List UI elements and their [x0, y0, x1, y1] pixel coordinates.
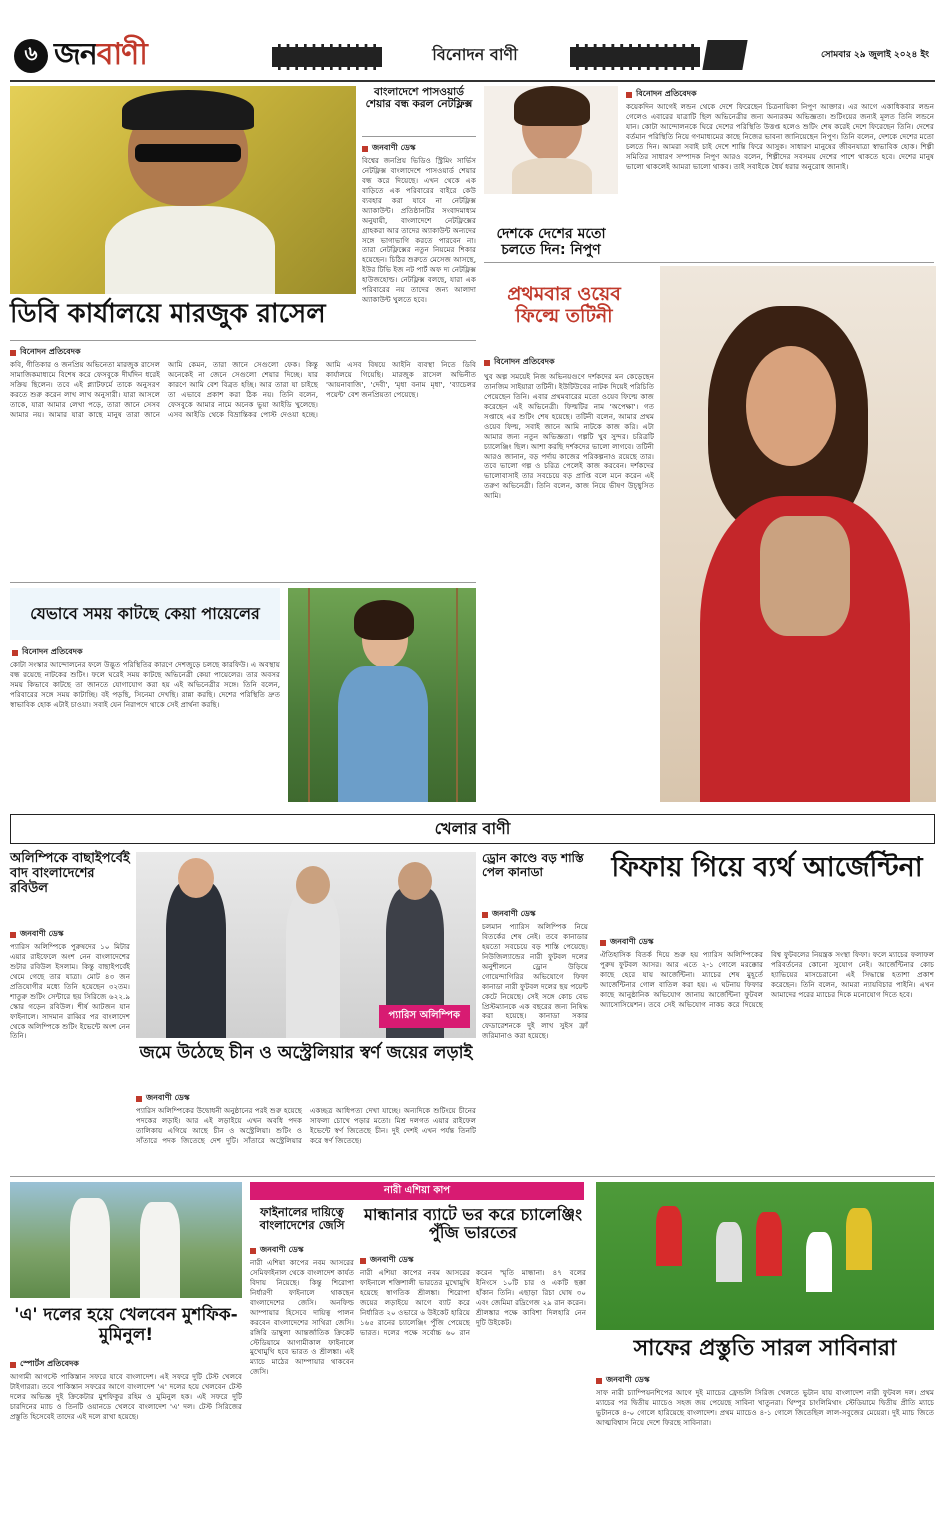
section-title: বিনোদন বাণী [432, 45, 518, 64]
password-byline: জনবাণী ডেস্ক [362, 142, 416, 155]
mushfiq-headline: 'এ' দলের হয়ে খেলবেন মুশফিক-মুমিনুল! [14, 1305, 238, 1345]
totini-headline: প্রথমবার ওয়েব ফিল্মে তটিনী [507, 283, 621, 327]
shooting-photo [136, 852, 476, 1038]
password-article [362, 86, 476, 378]
rasel-body: কবি, গীতিকার ও জনপ্রিয় অভিনেতা মারজুক রাসেল সামাজিকমাধ্যমে বিশেষ করে ফেসবুকে দীর্ঘদিন ধরেই সক্রিয় ছিলেন। তবে এই প্ল্যাটফর্মে তাকে অনুসরণ করতে শুরু করেন লাখ লাখ অনুসারী। যারা আসলে তাকে, যারা আমার লেখা পড়ে, তারা জানে সেসব আমার নয়। আমার যারা কাছে মানুষ তারা জানে আমি কেমন, তারা জানে সেগুলো ফেক। কিন্তু অনেকেই না জেনে সেগুলো শেয়ার দিচ্ছে। যার কারণে আমি বেশ বিব্রত হচ্ছি। আর তারা যা চাইছে তা এভাবে প্রকাশ করা ঠিক নয়। তিনি বলেন, ফেসবুকে আমার নামে অনেক ভুয়া আইডি খুলেছে। এসব আইডি থেকে বিভ্রান্তিকর পোস্ট দেওয়া হচ্ছে। আমি এসব বিষয়ে আইনি ব্যবস্থা নিতে ডিবি কার্যালয়ে গিয়েছি। মারজুক রাসেল অভিনীত 'আয়নাবাজি', 'দেবী', 'মৃধা বনাম মৃধা', 'ব্যাচেলর পয়েন্ট' বেশ জনপ্রিয়তা পেয়েছে। [10, 360, 476, 419]
saff-photo [596, 1182, 934, 1330]
saff-headline: সাফের প্রস্তুতি সারল সাবিনারা [633, 1336, 897, 1361]
mandhana-byline: জনবাণী ডেস্ক [360, 1254, 414, 1267]
mushfiq-body: আগামী আগস্টে পাকিস্তান সফরে যাবে বাংলাদেশ। এই সফরে দুটি টেস্ট খেলবে টাইগাররা। তবে পাকিস্তান সফরের আগে বাংলাদেশ 'এ' দলের হয়ে খেলবেন টেস্ট দলের অভিজ্ঞ দুই ক্রিকেটার মুশফিকুর রহিম ও মুমিনুল হক। এই সফরে দুটি চারদিনের ম্যাচ ও তিনটি ওয়ানডে খেলবে বাংলাদেশ 'এ' দল। টেস্ট সিরিজের প্রস্তুতি হিসেবেই তাদের এই দলে রাখা হয়েছে। [10, 1372, 242, 1421]
argentina-body: ঐতিহাসিক বিতর্ক দিয়ে শুরু হয় প্যারিস অলিম্পিকের পুরুষ ফুটবল আসর। আর এতে ২-১ গোলে মরক্কোর কাছে হেরে যায় আর্জেন্টিনা। ম্যাচের শেষ মুহূর্তে আর্জেন্টিনার গোল বাতিল করা হয়। এ ঘটনায় ফিফার কাছে আনুষ্ঠানিক অভিযোগ জানায় আর্জেন্টিনা ফুটবল অ্যাসোসিয়েশন। তবে সেই অভিযোগ নাকচ করে দিয়েছে বিশ্ব ফুটবলের নিয়ন্ত্রক সংস্থা ফিফা। ফলে ম্যাচের ফলাফল পরিবর্তনের কোনো সুযোগ নেই। আর্জেন্টিনার কোচ হ্যাভিয়ের মাসচেরানো এই সিদ্ধান্তে হতাশা প্রকাশ করেছেন। তিনি বলেন, আমরা ন্যায়বিচার পাইনি। এখন আমাদের পরের ম্যাচের দিকে মনোযোগ দিতে হবে। [600, 950, 934, 1009]
page-number: ৬ [14, 39, 48, 73]
argentina-headline: ফিফায় গিয়ে ব্যর্থ আর্জেন্টিনা [611, 852, 923, 883]
logo [14, 30, 147, 81]
password-headline: বাংলাদেশে পাসওয়ার্ড শেয়ার বন্ধ করল নেটফ্লিক্স [365, 86, 473, 111]
nipun-headline: দেশকে দেশের মতো চলতে দিন: নিপুণ [496, 226, 606, 259]
asia-cup-tag: নারী এশিয়া কাপ [250, 1182, 584, 1200]
film-strip-right-icon [570, 44, 700, 70]
issue-date: সোমবার ২৯ জুলাই ২০২৪ ইং [821, 50, 929, 60]
ent-divider-1 [484, 262, 934, 263]
rabiul-headline: অলিম্পিকে বাছাইপর্বেই বাদ বাংলাদেশের রবিউল [10, 851, 130, 896]
shooting-byline: জনবাণী ডেস্ক [136, 1092, 190, 1105]
jersey-body: নারী এশিয়া কাপের নবম আসরের সেমিফাইনাল থেকে বাংলাদেশ কার্যত বিদায় নিয়েছে। কিন্তু শিরোপা নির্ধারণী ফাইনালে থাকছেন বাংলাদেশের জেসি। অনফিল্ড আম্পায়ার হিসেবে দায়িত্ব পালন করবেন বাংলাদেশের সাথিরা জেসি। রঙ্গিরি ডাম্বুলা আন্তর্জাতিক ক্রিকেট স্টেডিয়ামে আগামীকাল ফাইনালে মুখোমুখি হবে ভারত ও শ্রীলঙ্কা। এই ম্যাচে মাঠের আম্পায়ার থাকবেন জেসি। [250, 1258, 354, 1377]
totini-byline: বিনোদন প্রতিবেদক [484, 356, 555, 369]
argentina-byline: জনবাণী ডেস্ক [600, 936, 654, 949]
keya-photo [288, 588, 476, 802]
shooting-headline: জমে উঠেছে চীন ও অস্ট্রেলিয়ার স্বর্ণ জয়ের লড়াই [139, 1043, 473, 1063]
drone-headline: ড্রোন কাণ্ডে বড় শাস্তি পেল কানাডা [482, 851, 584, 879]
jersey-byline: জনবাণী ডেস্ক [250, 1244, 304, 1257]
rabiul-byline: জনবাণী ডেস্ক [10, 928, 64, 941]
rasel-byline: বিনোদন প্রতিবেদক [10, 346, 81, 359]
totini-body: খুব অল্প সময়েই নিজ অভিনয়গুণে দর্শকদের মন কেড়েছেন তানজিম সাইয়ারা তটিনী। ইউটিউবের নাটক দিয়েই পরিচিতি পেয়েছেন তিনি। এবার প্রথমবারের মতো ওয়েব ফিল্মে কাজ করেছেন এই অভিনেত্রী। ফিল্মটির নাম 'অপেক্ষা'। গত সপ্তাহে এর শুটিং শেষ হয়েছে। তটিনী বলেন, আমার প্রথম ওয়েব ফিল্ম, সবাই জানে আমি নাটকে কাজ করি। এটা আমার জন্য নতুন অভিজ্ঞতা। গল্পটি খুব সুন্দর। চরিত্রটি চ্যালেঞ্জিং ছিল। আশা করছি দর্শকদের ভালো লাগবে। তটিনী আরও জানান, বড় পর্দায় কাজের পরিকল্পনাও রয়েছে তার। তবে ভালো গল্প ও চরিত্র পেলেই কাজ করবেন। দর্শকদের ভালোবাসাই তার সবচেয়ে বড় প্রাপ্তি বলে মনে করেন এই তরুণ অভিনেত্রী। তিনি বলেন, কাজ নিয়ে ভীষণ উচ্ছ্বসিত আমি। [484, 372, 654, 501]
nipun-byline: বিনোদন প্রতিবেদক [626, 88, 697, 101]
masthead [10, 12, 935, 82]
nipun-photo [484, 86, 618, 194]
masthead-rule [10, 80, 935, 82]
drone-body: চলমান প্যারিস অলিম্পিক নিয়ে বিতর্কের শেষ নেই। তবে কানাডার হয়তো সবচেয়ে বড় শাস্তি পেয়েছে। নিউজিল্যান্ডের নারী ফুটবল দলের অনুশীলনে ড্রোন উড়িয়ে গোয়েন্দাগিরির অভিযোগে ফিফা কানাডা নারী ফুটবল দলের ছয় পয়েন্ট কেটে নিয়েছে। সেই সঙ্গে কোচ বেভ প্রিস্টম্যানকে এক বছরের জন্য নিষিদ্ধ করা হয়েছে। কানাডা সকার ফেডারেশনকে দুই লাখ সুইস ফ্রাঁ জরিমানাও করা হয়েছে। [482, 922, 588, 1041]
drone-byline: জনবাণী ডেস্ক [482, 908, 536, 921]
mandhana-body: নারী এশিয়া কাপের নবম আসরের ফাইনালে শক্তিশালী ভারতের মুখোমুখি হয়েছে স্বাগতিক শ্রীলঙ্কা। শিরোপা জয়ের লড়াইয়ে আগে ব্যাট করে নির্ধারিত ২০ ওভারে ৬ উইকেট হারিয়ে ১৬৫ রানের চ্যালেঞ্জিং পুঁজি পেয়েছে ভারত। দলের পক্ষে সর্বোচ্চ ৬০ রান করেন স্মৃতি মান্ধানা। ৪৭ বলের ইনিংসে ১০টি চার ও একটি ছক্কা হাঁকান তিনি। এছাড়া রিচা ঘোষ ৩০ এবং জেমিমা রদ্রিগেজ ২৯ রান করেন। শ্রীলঙ্কার পক্ষে কাবিশা দিলহারি নেন দুটি উইকেট। [360, 1268, 586, 1337]
mandhana-headline: মান্ধানার ব্যাটে ভর করে চ্যালেঞ্জিং পুঁজি ভারতের [364, 1205, 582, 1243]
mushfiq-photo [10, 1182, 242, 1298]
totini-photo [660, 266, 936, 802]
rasel-photo [10, 86, 356, 294]
sports-band-title: খেলার বাণী [434, 818, 511, 838]
photo-tag: প্যারিস অলিম্পিক [379, 1005, 470, 1028]
logo-text-red: বাণী [96, 37, 147, 72]
film-strip-left-icon [272, 44, 382, 70]
jersey-headline: ফাইনালের দায়িত্বে বাংলাদেশের জেসি [259, 1205, 345, 1233]
keya-body: কোটা সংস্কার আন্দোলনের ফলে উদ্ভূত পরিস্থিতির কারণে দেশজুড়ে চলছে কারফিউ। এ অবস্থায় বন্ধ রয়েছে নাটকের শুটিং। ফলে ঘরেই সময় কাটছে অভিনেত্রী কেয়া পায়েলের। তার অবসর সময় কিভাবে কাটছে তা জানতে যোগাযোগ করা হয় এই অভিনেত্রীর সঙ্গে। তিনি বলেন, পরিবারের সঙ্গে সময় কাটাচ্ছি। বই পড়ছি, সিনেমা দেখছি। রান্না করছি। দেশের পরিস্থিতি দ্রুত স্বাভাবিক হোক এটাই চাওয়া। সবাই যেন নিরাপদে থাকে সেই প্রার্থনা করছি। [10, 660, 280, 709]
shooting-body: প্যারিস অলিম্পিকের উদ্বোধনী অনুষ্ঠানের পরই শুরু হয়েছে পদকের লড়াই। আর এই লড়াইয়ে এখন অবধি পদক তালিকায় এগিয়ে আছে চীন ও অস্ট্রেলিয়া। শুটিং ও সাঁতারে পদক জিতেছে দেশ দুটি। সাঁতারে অস্ট্রেলিয়ার একচ্ছত্র আধিপত্য দেখা যাচ্ছে। অন্যদিকে শুটিংয়ে চীনের সাফল্য চোখে পড়ার মতো। মিশ্র দলগত এয়ার রাইফেল ইভেন্টে স্বর্ণ জিতেছে চীন। দুই দেশই এখন পর্যন্ত তিনটি করে স্বর্ণ জিতেছে। [136, 1106, 476, 1145]
sports-band [10, 814, 935, 844]
keya-byline: বিনোদন প্রতিবেদক [12, 646, 83, 659]
mushfiq-byline: স্পোর্টস প্রতিবেদক [10, 1358, 79, 1371]
logo-text-black: জন [54, 37, 97, 72]
keya-headline-box [10, 588, 280, 640]
nipun-body: কয়েকদিন আগেই লন্ডন থেকে দেশে ফিরেছেন চিত্রনায়িকা নিপুণ আক্তার। এর আগে একাধিকবার লন্ডন গেলেও এবারের যাত্রাটি ছিল অভিনেত্রীর জন্য অন্যরকম অভিজ্ঞতা। শুটিংয়ের জন্যই মূলত তিনি লন্ডনে যান। কোটা আন্দোলনকে ঘিরে দেশের পরিস্থিতি উত্তপ্ত হলেও শুটিং শেষ করেই দেশে ফিরেছেন তিনি। দেশের বর্তমান পরিস্থিতি নিয়ে গণমাধ্যমের কাছে নিজের ভাবনা জানিয়েছেন নিপুণ। তিনি বলেন, দেশকে দেশের মতো চলতে দিন। আমরা সবাই চাই দেশে শান্তি ফিরে আসুক। সাধারণ মানুষের জীবনযাত্রা স্বাভাবিক হোক। শিল্পী সমিতির সাধারণ সম্পাদক নিপুণ আরও বলেন, শিল্পীদের সবসময় দেশের পাশে থাকতে হবে। দেশের মানুষ ভালো থাকলেই আমরা ভালো থাকব। তাই সবাইকে ধৈর্য ধরার অনুরোধ জানাই। [626, 102, 934, 171]
keya-headline: যেভাবে সময় কাটছে কেয়া পায়েলের [30, 603, 260, 623]
rabiul-body: প্যারিস অলিম্পিকে পুরুষদের ১০ মিটার এয়ার রাইফেলে অংশ নেন বাংলাদেশের শুটার রবিউল ইসলাম। কিন্তু বাছাইপর্বেই থেমে গেছে তার যাত্রা। মোট ৪৩ জন প্রতিযোগীর মধ্যে তিনি হয়েছেন ৩২তম। শাতুরু শুটিং সেন্টারে ছয় সিরিজে ৬২২.৯ স্কোর গড়েন রবিউল। শীর্ষ আটজন যান ফাইনালে। সাদমান রাব্বির পর বাংলাদেশ থেকে অলিম্পিকে শুটিং ইভেন্টে অংশ নেন তিনি। [10, 942, 130, 1041]
rasel-headline: ডিবি কার্যালয়ে মারজুক রাসেল [10, 299, 326, 329]
saff-byline: জনবাণী ডেস্ক [596, 1374, 650, 1387]
password-body: বিশ্বের জনপ্রিয় ভিডিও স্ট্রিমিং সার্ভিস নেটফ্লিক্স বাংলাদেশে পাসওয়ার্ড শেয়ার বন্ধ করে দিয়েছে। এখন থেকে এক বাড়িতে এক পরিবারের বাইরে কেউ ব্যবহার করা যাবে না নেটফ্লিক্স অ্যাকাউন্ট। প্রতিষ্ঠানটির সংবাদমাধ্যম অনুযায়ী, বাংলাদেশে নেটফ্লিক্সের গ্রাহকরা আর তাদের অ্যাকাউন্ট অন্যদের সঙ্গে ভাগাভাগি করতে পারবেন না। তারা নেটফ্লিক্সের নতুন নিয়মের শিকার হয়েছেন। চিঠির শুরুতে মেসেজ আসছে, ইউর টিভি ইজ নট পার্ট অফ দ্য নেটফ্লিক্স হাউজহোল্ড। নেটফ্লিক্স বলছে, যারা এক পরিবারের নয় তাদের জন্য আলাদা অ্যাকাউন্ট খুলতে হবে। [362, 156, 476, 305]
clapper-icon [702, 40, 747, 70]
saff-body: সাফ নারী চ্যাম্পিয়নশিপের আগে দুই ম্যাচের ফ্রেন্ডলি সিরিজ খেলতে ভুটান যায় বাংলাদেশ নারী ফুটবল দল। প্রথম ম্যাচের পর দ্বিতীয় ম্যাচেও সহজ জয় পেয়েছে সাবিনা খাতুনরা। থিম্পুর চাংলিমিথাং স্টেডিয়ামে দ্বিতীয় প্রীতি ম্যাচে ভুটানকে ৪-০ গোলে হারিয়েছে বাংলাদেশ। প্রথম ম্যাচেও ৪-১ গোলে জিতেছিল লাল-সবুজের মেয়েরা। দুই ম্যাচ জিতে আত্মবিশ্বাস নিয়ে দেশে ফিরছে সাবিনারা। [596, 1388, 934, 1427]
